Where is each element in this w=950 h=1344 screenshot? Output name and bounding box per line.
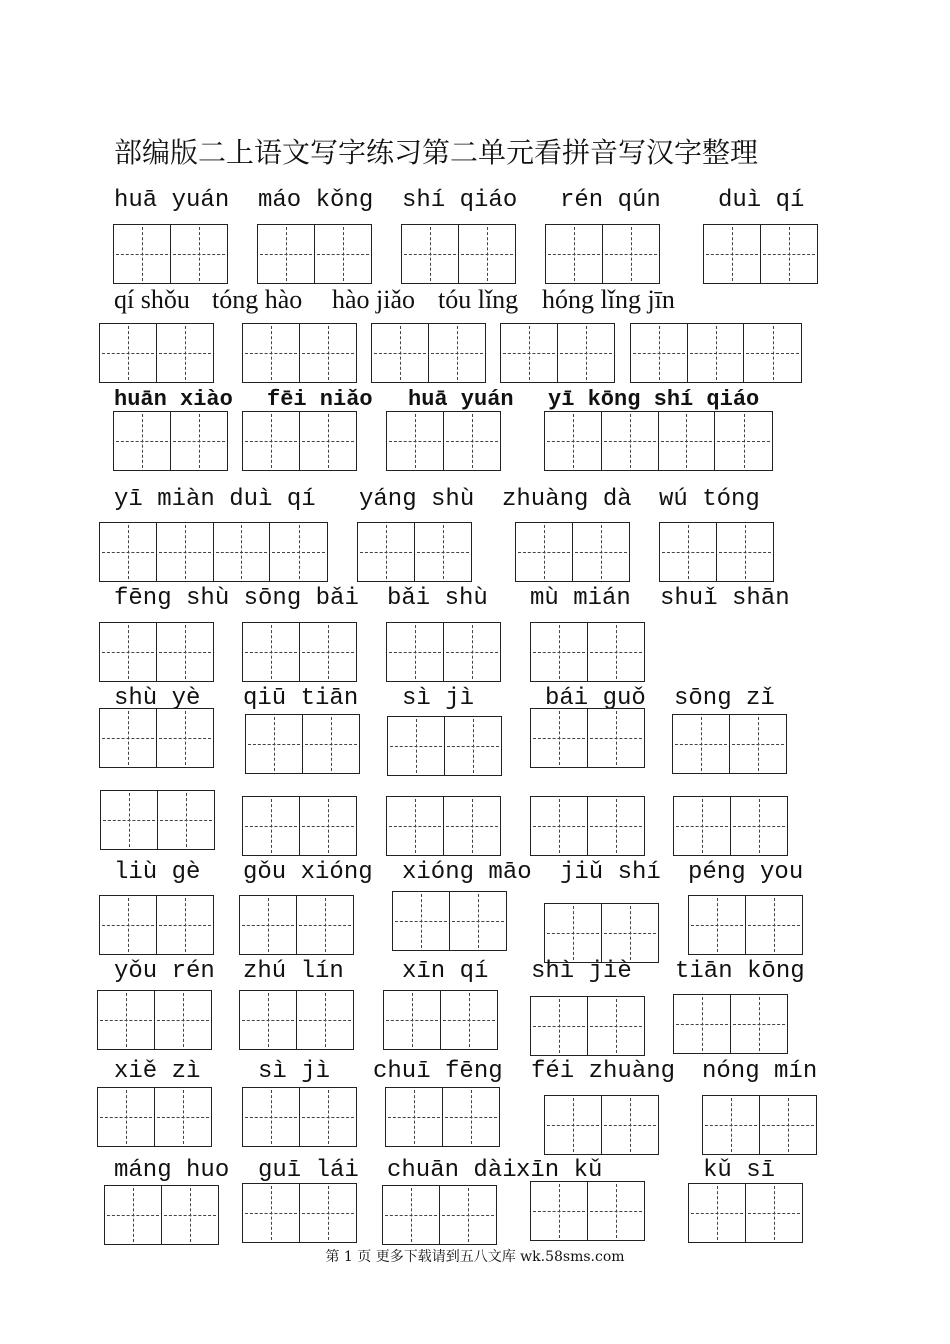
tianzige-cell[interactable] [746,896,803,954]
tianzige-cell[interactable] [689,896,746,954]
tianzige-cell[interactable] [158,791,215,849]
pinyin-label: fēng shù sōng bǎi [114,585,359,612]
pinyin-label: hào jiǎo [332,285,416,314]
writing-grid[interactable] [386,622,501,682]
tianzige-cell[interactable] [545,412,602,470]
tianzige-cell[interactable] [588,1182,645,1240]
tianzige-cell[interactable] [300,797,357,855]
tianzige-cell[interactable] [659,412,716,470]
writing-grid[interactable] [530,996,645,1056]
tianzige-cell[interactable] [300,1088,357,1146]
writing-grid[interactable] [386,411,501,471]
pinyin-label: zhuàng dà [502,486,632,513]
tianzige-cell[interactable] [270,523,327,581]
writing-grid[interactable] [99,708,214,768]
tianzige-cell[interactable] [573,523,630,581]
tianzige-cell[interactable] [297,991,354,1049]
tianzige-cell[interactable] [300,623,357,681]
tianzige-cell[interactable] [243,623,300,681]
writing-grid[interactable] [385,1087,500,1147]
tianzige-cell[interactable] [531,623,588,681]
tianzige-cell[interactable] [155,991,212,1049]
tianzige-cell[interactable] [155,1088,212,1146]
pinyin-label: huā yuán [114,187,230,214]
pinyin-label: nóng mín [702,1058,818,1085]
tianzige-cell[interactable] [444,623,501,681]
pinyin-label: xīn kǔ [516,1157,603,1184]
writing-grid[interactable] [100,790,215,850]
pinyin-label: máo kǒng [258,187,374,214]
tianzige-cell[interactable] [602,412,659,470]
tianzige-cell[interactable] [171,412,228,470]
tianzige-cell[interactable] [688,324,745,382]
tianzige-cell[interactable] [558,324,615,382]
pinyin-label: qí shǒu [114,285,190,314]
pinyin-label: mù mián [530,585,631,612]
tianzige-cell[interactable] [98,1088,155,1146]
tianzige-cell[interactable] [689,1184,746,1242]
tianzige-cell[interactable] [303,715,360,773]
tianzige-cell[interactable] [100,896,157,954]
tianzige-cell[interactable] [704,225,761,283]
tianzige-cell[interactable] [588,997,645,1055]
tianzige-cell[interactable] [631,324,688,382]
writing-grid[interactable] [242,411,357,471]
writing-grid[interactable] [702,1095,817,1155]
writing-grid[interactable] [530,622,645,682]
tianzige-cell[interactable] [393,892,450,950]
tianzige-cell[interactable] [243,1184,300,1242]
writing-grid[interactable] [242,622,357,682]
writing-grid[interactable] [242,1087,357,1147]
writing-grid[interactable] [245,714,360,774]
pinyin-label: rén qún [560,187,661,214]
pinyin-label: shì jiè [531,958,632,985]
pinyin-label: chuī fēng [373,1058,503,1085]
tianzige-cell[interactable] [531,997,588,1055]
tianzige-cell[interactable] [243,1088,300,1146]
tianzige-cell[interactable] [501,324,558,382]
writing-grid[interactable] [242,796,357,856]
pinyin-label: hóng lǐng jīn [542,285,675,314]
page-footer: 第 1 页 更多下载请到五八文库 wk.58sms.com [325,1249,625,1265]
pinyin-label: shuǐ shān [660,585,790,612]
writing-grid[interactable] [688,895,803,955]
tianzige-cell[interactable] [588,797,645,855]
tianzige-cell[interactable] [98,991,155,1049]
tianzige-cell[interactable] [459,225,516,283]
writing-grid[interactable] [383,990,498,1050]
tianzige-cell[interactable] [162,1186,219,1244]
writing-grid[interactable] [545,224,660,284]
writing-grid[interactable] [544,411,773,471]
tianzige-cell[interactable] [429,324,486,382]
tianzige-cell[interactable] [450,892,507,950]
pinyin-label: fēi niǎo [267,387,373,412]
pinyin-label: yáng shù [359,486,475,513]
tianzige-cell[interactable] [384,991,441,1049]
writing-grid[interactable] [515,522,630,582]
tianzige-cell[interactable] [157,623,214,681]
writing-grid[interactable] [530,708,645,768]
writing-grid[interactable] [392,891,507,951]
tianzige-cell[interactable] [300,1184,357,1242]
pinyin-label: gǒu xióng [243,859,373,886]
tianzige-cell[interactable] [761,225,818,283]
pinyin-label: kǔ sī [703,1157,776,1184]
tianzige-cell[interactable] [588,709,645,767]
tianzige-cell[interactable] [673,715,730,773]
tianzige-cell[interactable] [546,225,603,283]
pinyin-label: máng huo [114,1157,230,1184]
pinyin-label: bái guǒ [545,685,646,712]
writing-grid[interactable] [688,1183,803,1243]
tianzige-cell[interactable] [240,991,297,1049]
tianzige-cell[interactable] [531,709,588,767]
tianzige-cell[interactable] [545,1096,602,1154]
tianzige-cell[interactable] [114,225,171,283]
pinyin-label: duì qí [718,187,805,214]
tianzige-cell[interactable] [531,1182,588,1240]
pinyin-label: tiān kōng [675,958,805,985]
tianzige-cell[interactable] [674,797,731,855]
pinyin-label: bǎi shù [387,585,488,612]
writing-grid[interactable] [99,522,328,582]
tianzige-cell[interactable] [545,904,602,962]
writing-grid[interactable] [257,224,372,284]
pinyin-label: guī lái [258,1157,359,1184]
tianzige-cell[interactable] [100,523,157,581]
writing-grid[interactable] [630,323,802,383]
tianzige-cell[interactable] [246,715,303,773]
worksheet-title: 部编版二上语文写字练习第二单元看拼音写汉字整理 [114,136,759,169]
tianzige-cell[interactable] [243,412,300,470]
tianzige-cell[interactable] [588,623,645,681]
tianzige-cell[interactable] [100,324,157,382]
tianzige-cell[interactable] [441,991,498,1049]
writing-grid[interactable] [673,796,788,856]
tianzige-cell[interactable] [297,896,354,954]
tianzige-cell[interactable] [240,896,297,954]
pinyin-label: sì jì [402,685,475,712]
tianzige-cell[interactable] [157,709,214,767]
pinyin-label: xīn qí [402,958,489,985]
tianzige-cell[interactable] [674,995,731,1053]
writing-grid[interactable] [386,796,501,856]
tianzige-cell[interactable] [258,225,315,283]
tianzige-cell[interactable] [387,623,444,681]
tianzige-cell[interactable] [602,904,659,962]
tianzige-cell[interactable] [243,797,300,855]
tianzige-cell[interactable] [214,523,271,581]
tianzige-cell[interactable] [602,1096,659,1154]
tianzige-cell[interactable] [105,1186,162,1244]
pinyin-label: qiū tiān [243,685,359,712]
writing-grid[interactable] [239,990,354,1050]
pinyin-label: tóng hào [212,285,303,314]
tianzige-cell[interactable] [444,797,501,855]
tianzige-cell[interactable] [731,995,788,1053]
tianzige-cell[interactable] [660,523,717,581]
tianzige-cell[interactable] [703,1096,760,1154]
tianzige-cell[interactable] [388,717,445,775]
pinyin-label: xióng māo [402,859,532,886]
tianzige-cell[interactable] [744,324,801,382]
tianzige-cell[interactable] [300,324,357,382]
writing-grid[interactable] [239,895,354,955]
tianzige-cell[interactable] [717,523,774,581]
pinyin-label: yǒu rén [114,958,215,985]
writing-grid[interactable] [544,903,659,963]
tianzige-cell[interactable] [443,1088,500,1146]
pinyin-label: huā yuán [408,387,514,412]
writing-grid[interactable] [113,224,228,284]
pinyin-label: tóu lǐng [438,285,519,314]
tianzige-cell[interactable] [715,412,772,470]
pinyin-label: chuān dài [387,1157,517,1184]
tianzige-cell[interactable] [531,797,588,855]
writing-grid[interactable] [113,411,228,471]
writing-grid[interactable] [382,1185,497,1245]
tianzige-cell[interactable] [387,797,444,855]
writing-grid[interactable] [104,1185,219,1245]
writing-grid[interactable] [673,994,788,1054]
writing-grid[interactable] [242,1183,357,1243]
tianzige-cell[interactable] [387,412,444,470]
pinyin-label: shù yè [114,685,201,712]
writing-grid[interactable] [530,1181,645,1241]
tianzige-cell[interactable] [100,709,157,767]
pinyin-label: sōng zǐ [674,685,775,712]
pinyin-label: yī kōng shí qiáo [548,387,760,412]
writing-grid[interactable] [99,323,214,383]
tianzige-cell[interactable] [760,1096,817,1154]
tianzige-cell[interactable] [444,412,501,470]
tianzige-cell[interactable] [402,225,459,283]
pinyin-label: huān xiào [114,387,233,412]
writing-grid[interactable] [97,1087,212,1147]
tianzige-cell[interactable] [171,225,228,283]
tianzige-cell[interactable] [730,715,787,773]
tianzige-cell[interactable] [101,791,158,849]
tianzige-cell[interactable] [243,324,300,382]
tianzige-cell[interactable] [157,896,214,954]
tianzige-cell[interactable] [114,412,171,470]
writing-grid[interactable] [401,224,516,284]
writing-grid[interactable] [530,796,645,856]
writing-grid[interactable] [387,716,502,776]
pinyin-label: sì jì [258,1058,331,1085]
pinyin-label: wú tóng [659,486,760,513]
writing-grid[interactable] [544,1095,659,1155]
pinyin-label: péng you [688,859,804,886]
pinyin-label: xiě zì [114,1058,201,1085]
writing-grid[interactable] [659,522,774,582]
pinyin-label: zhú lín [243,958,344,985]
pinyin-label: féi zhuàng [531,1058,676,1085]
writing-grid[interactable] [703,224,818,284]
tianzige-cell[interactable] [445,717,502,775]
writing-grid[interactable] [242,323,357,383]
tianzige-cell[interactable] [300,412,357,470]
writing-grid[interactable] [357,522,472,582]
tianzige-cell[interactable] [372,324,429,382]
pinyin-label: shí qiáo [402,187,518,214]
tianzige-cell[interactable] [100,623,157,681]
tianzige-cell[interactable] [440,1186,497,1244]
tianzige-cell[interactable] [746,1184,803,1242]
tianzige-cell[interactable] [415,523,472,581]
tianzige-cell[interactable] [358,523,415,581]
tianzige-cell[interactable] [383,1186,440,1244]
tianzige-cell[interactable] [157,523,214,581]
tianzige-cell[interactable] [603,225,660,283]
writing-grid[interactable] [97,990,212,1050]
writing-grid[interactable] [672,714,787,774]
pinyin-label: liù gè [114,859,201,886]
tianzige-cell[interactable] [386,1088,443,1146]
tianzige-cell[interactable] [516,523,573,581]
tianzige-cell[interactable] [157,324,214,382]
writing-grid[interactable] [371,323,486,383]
writing-grid[interactable] [500,323,615,383]
writing-grid[interactable] [99,622,214,682]
writing-grid[interactable] [99,895,214,955]
tianzige-cell[interactable] [315,225,372,283]
pinyin-label: yī miàn duì qí [114,486,316,513]
pinyin-label: jiǔ shí [560,859,661,886]
tianzige-cell[interactable] [731,797,788,855]
